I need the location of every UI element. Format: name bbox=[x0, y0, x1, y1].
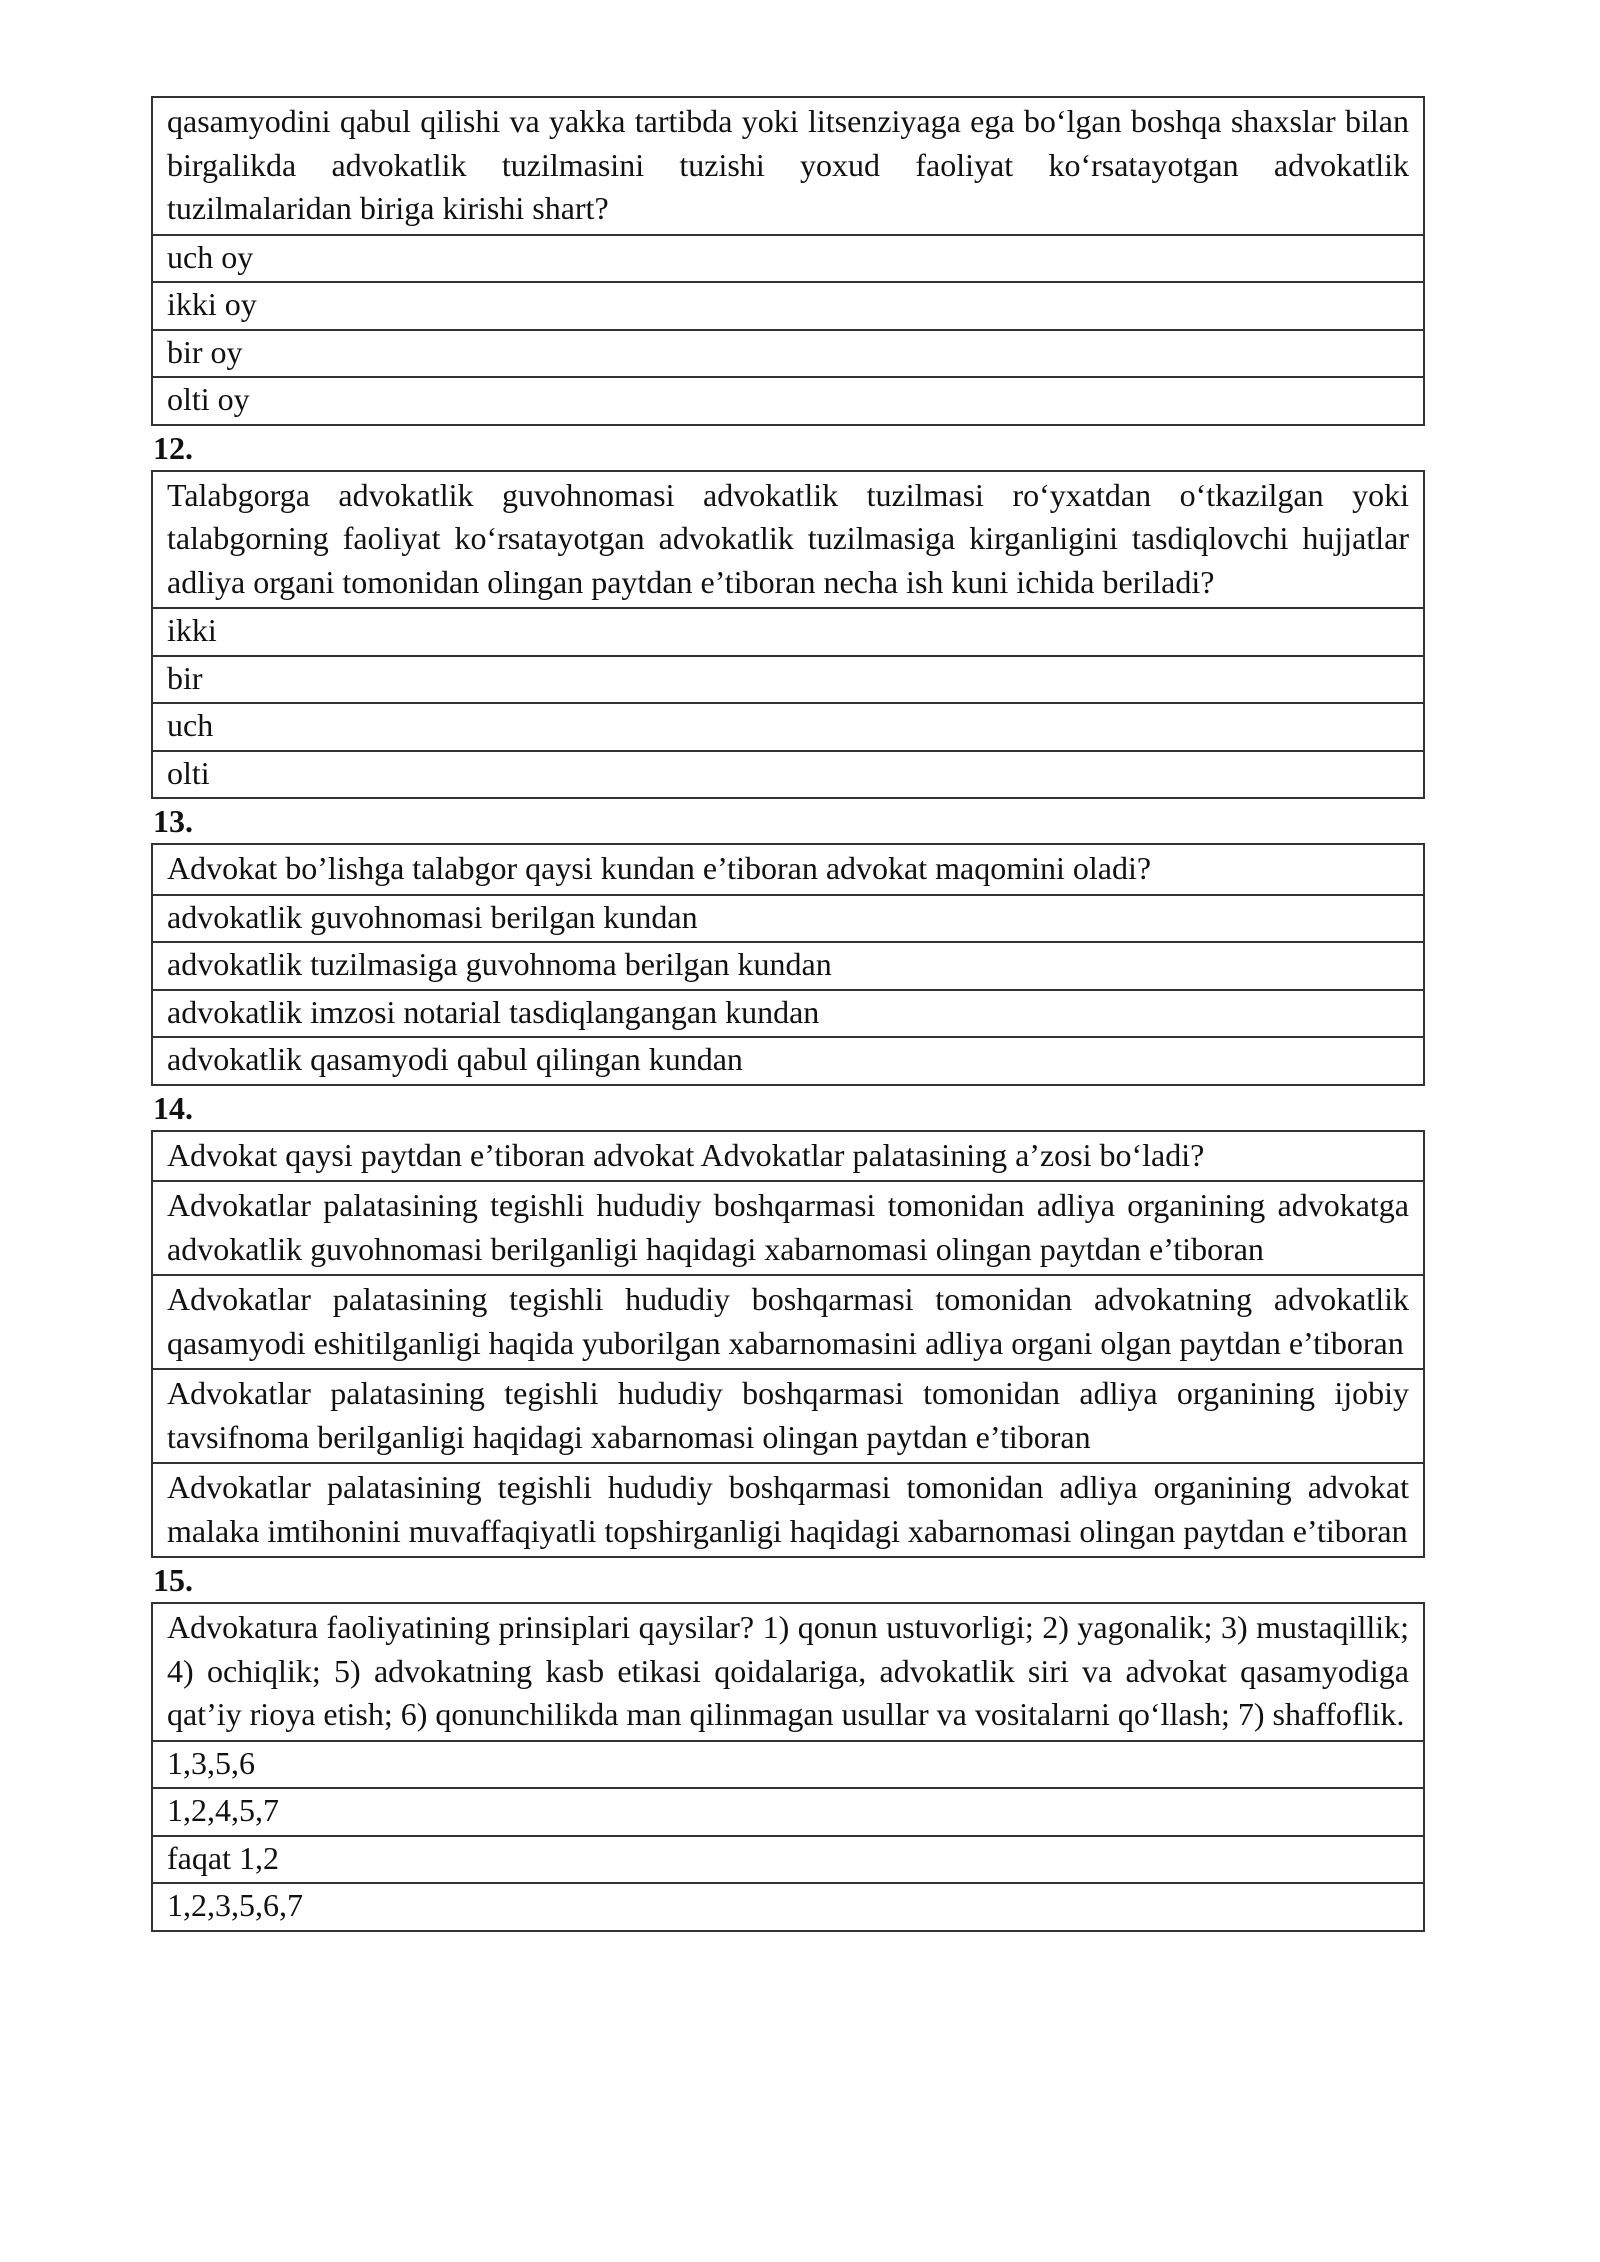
answer-option: ikki oy bbox=[152, 282, 1424, 330]
question-number-12: 12. bbox=[153, 429, 193, 466]
question-block-14 bbox=[151, 1130, 1425, 1559]
question-number-13: 13. bbox=[153, 803, 193, 839]
answer-option: 1,2,3,5,6,7 bbox=[152, 1883, 1424, 1931]
answer-option: uch bbox=[152, 703, 1424, 751]
question-number-14: 14. bbox=[153, 1089, 193, 1126]
answer-option: advokatlik guvohnomasi berilgan kundan bbox=[152, 895, 1424, 943]
answer-option: Advokatlar palatasining tegishli hududiy boshqarmasi tomonidan adliya organining ijobiy tavsifnoma berilganligi haqidagi xabarnomasi olingan paytdan e’tiboran bbox=[152, 1369, 1424, 1463]
answer-option: Advokatlar palatasining tegishli hududiy boshqarmasi tomonidan advokatning advokatlik qasamyodi eshitilganligi haqida yuborilgan xabarnomasini adliya organi olgan paytdan e’tiboran bbox=[152, 1275, 1424, 1369]
answer-option: Advokatlar palatasining tegishli hududiy boshqarmasi tomonidan adliya organining advokat malaka imtihonini muvaffaqiyatli topshirganligi haqidagi xabarnomasi olingan paytdan e’tiboran bbox=[152, 1463, 1424, 1557]
answer-option: olti bbox=[152, 751, 1424, 799]
question-block-11 bbox=[151, 96, 1425, 426]
answer-option: 1,3,5,6 bbox=[152, 1741, 1424, 1789]
question-block-15 bbox=[151, 1602, 1425, 1932]
question-text: Talabgorga advokatlik guvohnomasi advokatlik tuzilmasi ro‘yxatdan o‘tkazilgan yoki talabgorning faoliyat ko‘rsatayotgan advokatlik tuzilmasiga kirganligini tasdiqlovchi hujjatlar adliya organi tomonidan olingan paytdan e’tiboran necha ish kuni ichida beriladi? bbox=[152, 471, 1424, 609]
answer-option: olti oy bbox=[152, 377, 1424, 425]
question-number-15: 15. bbox=[153, 1562, 193, 1598]
question-text: Advokat bo’lishga talabgor qaysi kundan e’tiboran advokat maqomini oladi? bbox=[152, 844, 1424, 895]
answer-option: 1,2,4,5,7 bbox=[152, 1788, 1424, 1836]
answer-option: faqat 1,2 bbox=[152, 1836, 1424, 1884]
answer-option: advokatlik imzosi notarial tasdiqlangangan kundan bbox=[152, 990, 1424, 1038]
question-text: Advokat qaysi paytdan e’tiboran advokat Advokatlar palatasining a’zosi bo‘ladi? bbox=[152, 1131, 1424, 1182]
question-text: Advokatura faoliyatining prinsiplari qaysilar? 1) qonun ustuvorligi; 2) yagonalik; 3) mustaqillik; 4) ochiqlik; 5) advokatning kasb etikasi qoidalariga, advokatlik siri va advokat qasamyodiga qat’iy rioya etish; 6) qonunchilikda man qilinmagan usullar va vositalarni qo‘llash; 7) shaffoflik. bbox=[152, 1603, 1424, 1741]
answer-option: advokatlik qasamyodi qabul qilingan kundan bbox=[152, 1037, 1424, 1085]
answer-option: bir bbox=[152, 656, 1424, 704]
answer-option: ikki bbox=[152, 608, 1424, 656]
question-block-13 bbox=[151, 843, 1425, 1086]
question-block-12 bbox=[151, 470, 1425, 800]
answer-option: advokatlik tuzilmasiga guvohnoma berilgan kundan bbox=[152, 942, 1424, 990]
question-text: qasamyodini qabul qilishi va yakka tartibda yoki litsenziyaga ega bo‘lgan boshqa shaxslar bilan birgalikda advokatlik tuzilmasini tuzishi yoxud faoliyat ko‘rsatayotgan advokatlik tuzilmalaridan biriga kirishi shart? bbox=[152, 97, 1424, 235]
answer-option: bir oy bbox=[152, 330, 1424, 378]
answer-option: Advokatlar palatasining tegishli hududiy boshqarmasi tomonidan adliya organining advokatga advokatlik guvohnomasi berilganligi haqidagi xabarnomasi olingan paytdan e’tiboran bbox=[152, 1181, 1424, 1275]
answer-option: uch oy bbox=[152, 235, 1424, 283]
document-page bbox=[151, 96, 1425, 1932]
